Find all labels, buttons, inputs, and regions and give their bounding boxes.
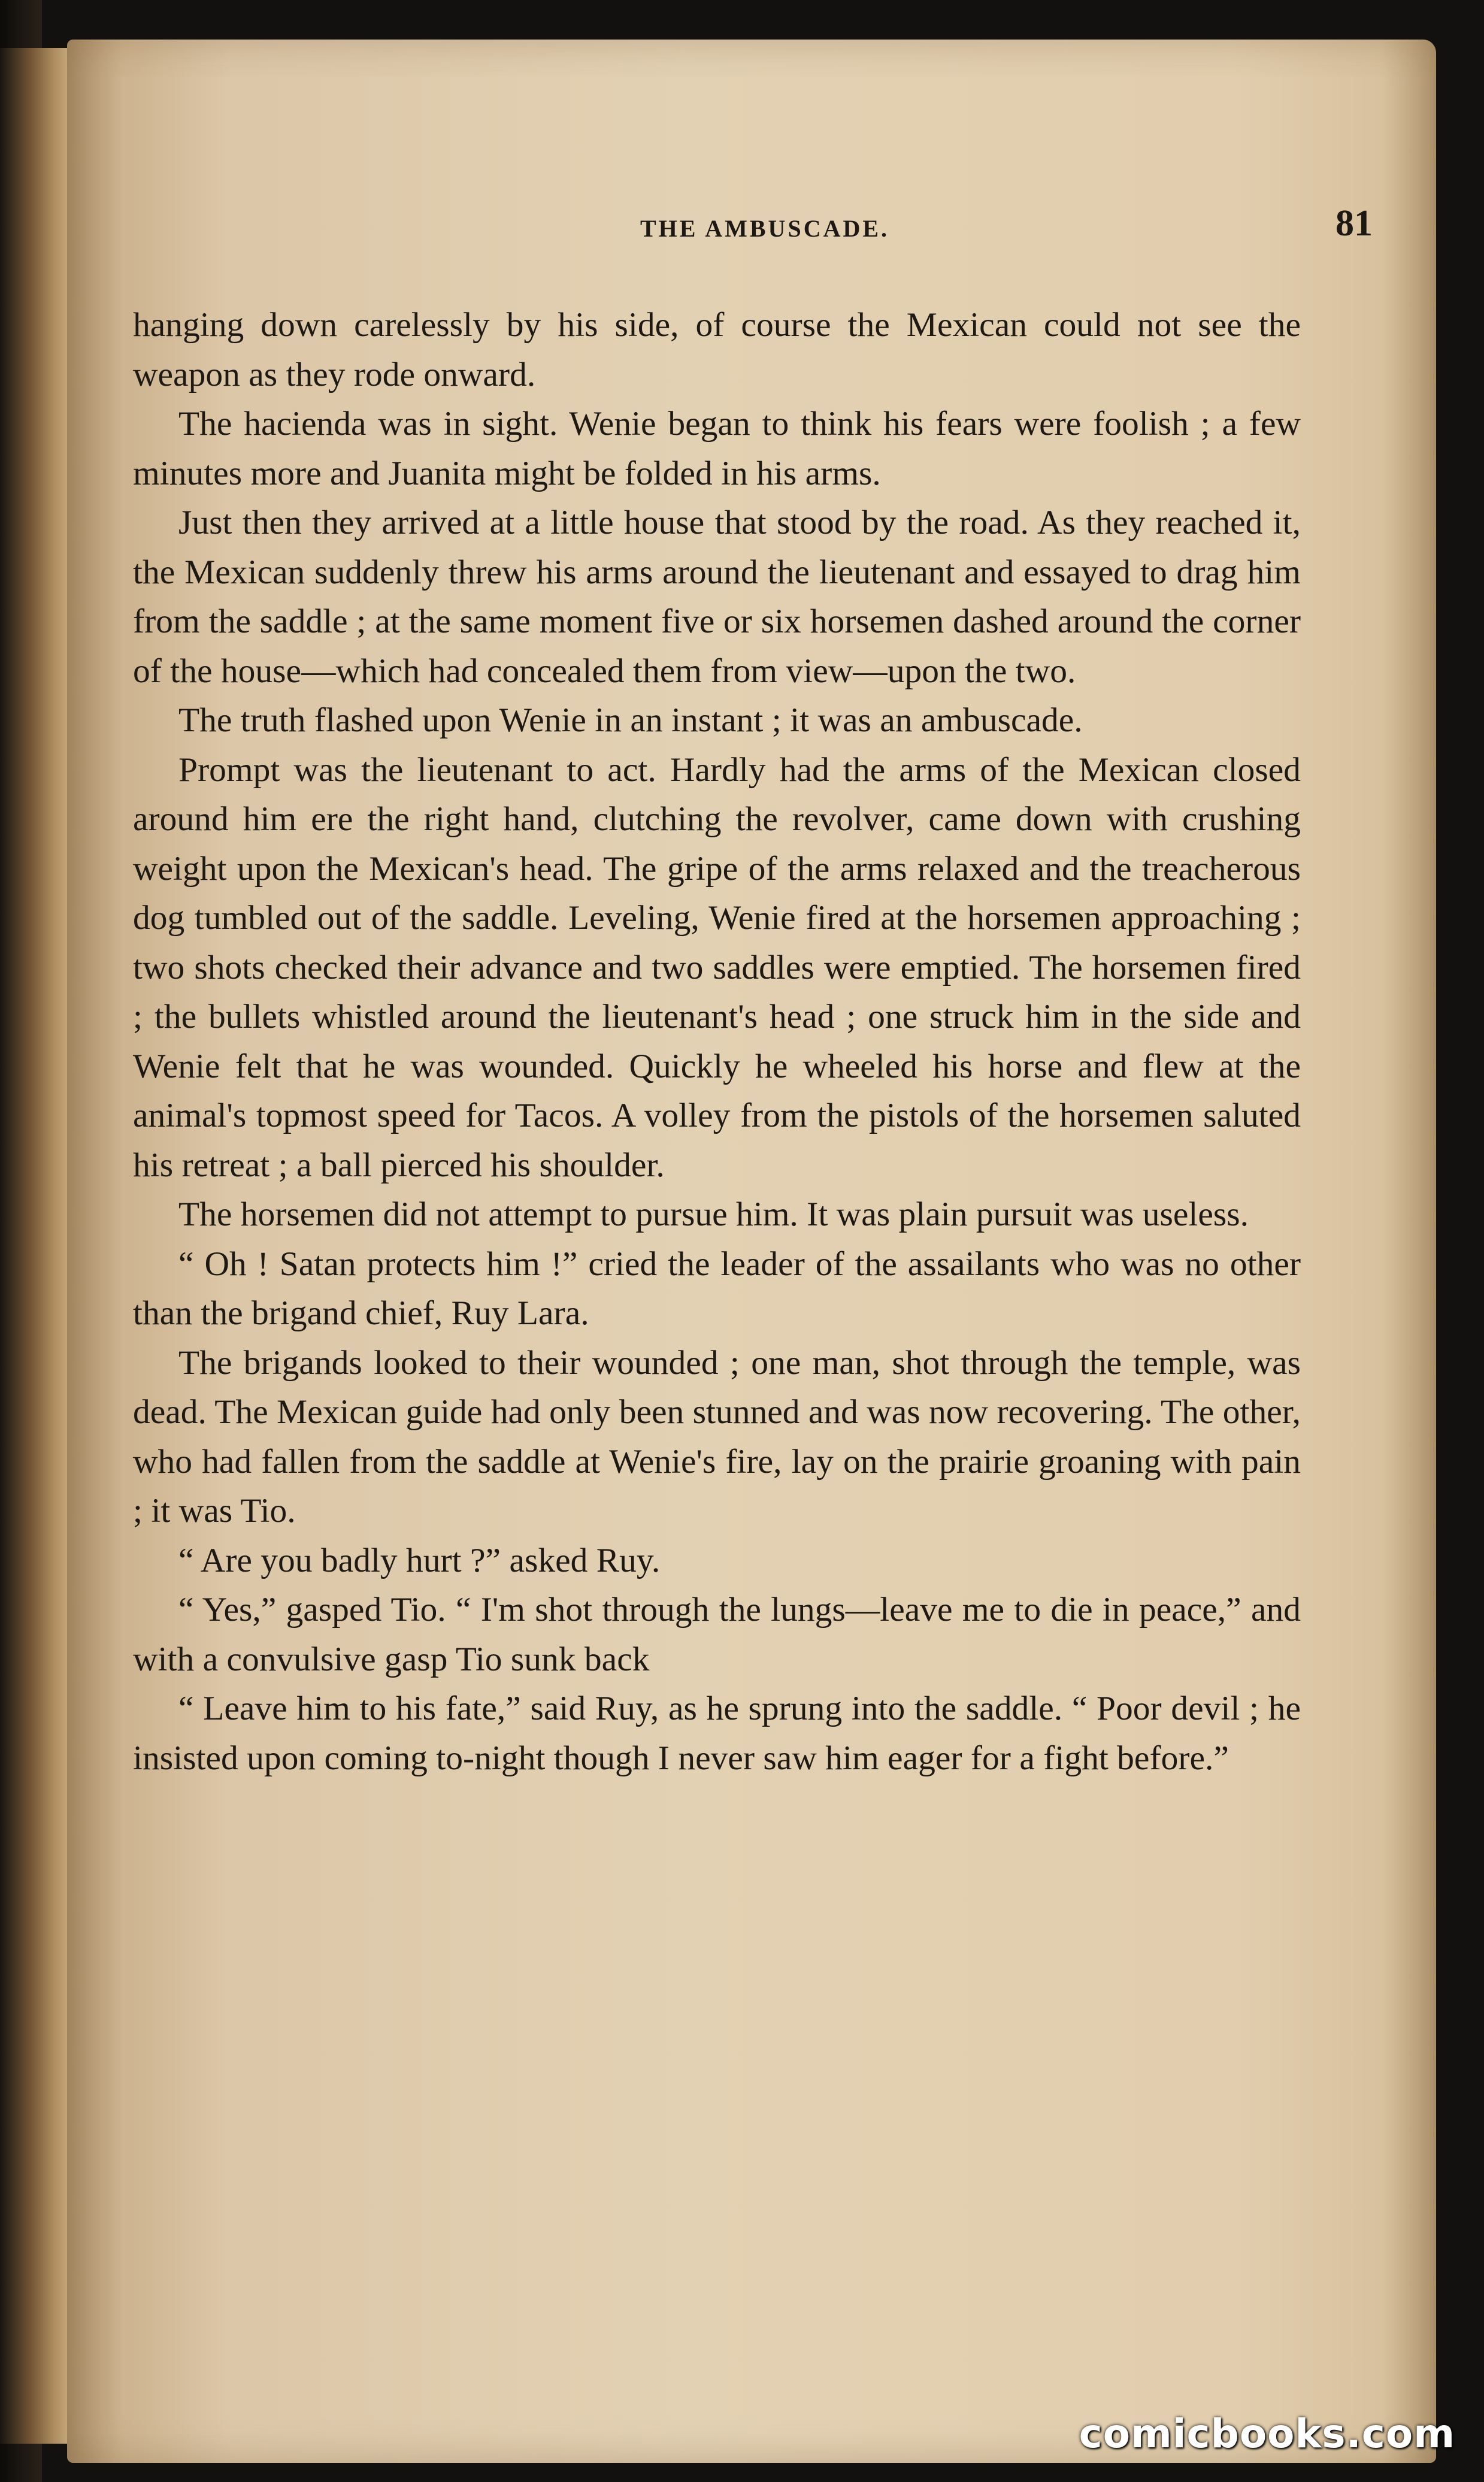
paragraph: “ Yes,” gasped Tio. “ I'm shot through the lungs—leave me to die in peace,” and with a convulsive gasp Tio sunk back [133,1591,1301,1678]
body-text [133,301,1301,1783]
paragraph: The truth flashed upon Wenie in an instant ; it was an ambuscade. [178,701,1083,739]
paragraph: Just then they arrived at a little house that stood by the road. As they reached it, the Mexican suddenly threw his arms around the lieutenant and essayed to drag him from the saddle ; at the same moment five or six horsemen dashed around the corner of the house—which had concealed them from view—upon the two. [133,504,1301,690]
paragraph: hanging down carelessly by his side, of course the Mexican could not see the weapon as they rode onward. [133,306,1301,394]
paragraph: “ Leave him to his fate,” said Ruy, as he sprung into the saddle. “ Poor devil ; he insisted upon coming to-night though I never saw him eager for a fight before.” [133,1690,1301,1777]
book-spine [0,48,73,2444]
page-number: 81 [1335,203,1373,244]
paragraph: The horsemen did not attempt to pursue him. It was plain pursuit was useless. [178,1195,1249,1233]
page-header [157,176,1373,248]
running-head: THE AMBUSCADE. [640,215,890,242]
book-page [67,40,1436,2463]
paragraph: The hacienda was in sight. Wenie began to think his fears were foolish ; a few minutes more and Juanita might be folded in his arms. [133,405,1301,492]
watermark: comicbooks.com [1079,2411,1455,2457]
paragraph: “ Are you badly hurt ?” asked Ruy. [178,1541,661,1579]
paragraph: “ Oh ! Satan protects him !” cried the leader of the assailants who was no other than the brigand chief, Ruy Lara. [133,1245,1301,1332]
paragraph: Prompt was the lieutenant to act. Hardly had the arms of the Mexican closed around him ere the right hand, clutching the revolver, came down with crushing weight upon the Mexican's head. The gripe of the arms relaxed and the treacherous dog tumbled out of the saddle. Leveling, Wenie fired at the horsemen approaching ; two shots checked their advance and two saddles were emptied. The horsemen fired ; the bullets whistled around the lieutenant's head ; one struck him in the side and Wenie felt that he was wounded. Quickly he wheeled his horse and flew at the animal's topmost speed for Tacos. A volley from the pistols of the horsemen saluted his retreat ; a ball pierced his shoulder. [133,750,1301,1184]
paragraph: The brigands looked to their wounded ; one man, shot through the temple, was dead. The Mexican guide had only been stunned and was now recovering. The other, who had fallen from the saddle at Wenie's fire, lay on the prairie groaning with pain ; it was Tio. [133,1343,1301,1530]
